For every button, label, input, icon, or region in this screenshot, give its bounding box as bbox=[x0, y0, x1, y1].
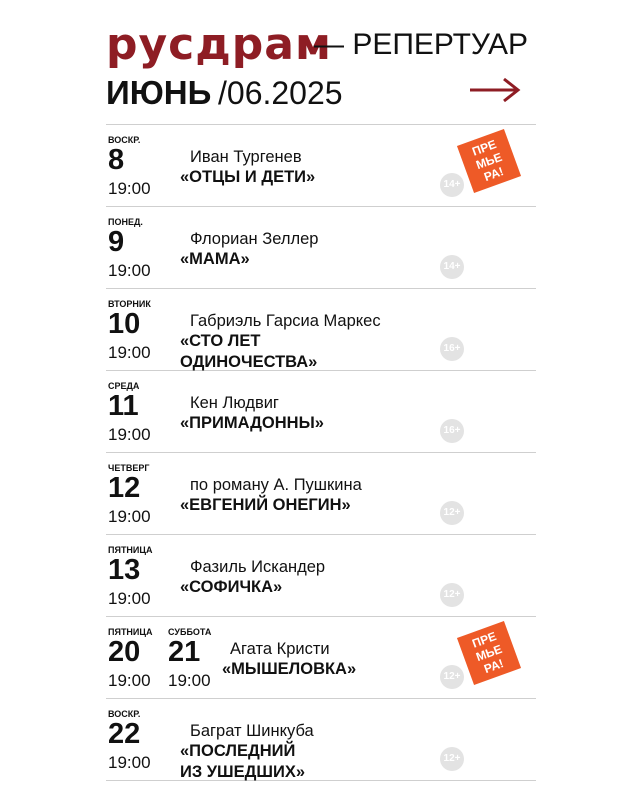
day-number: 8 bbox=[108, 144, 125, 176]
event-row[interactable] bbox=[106, 453, 536, 535]
header bbox=[106, 18, 536, 118]
day-number: 11 bbox=[108, 390, 139, 422]
author: Иван Тургенев bbox=[190, 148, 302, 166]
weekday: ВТОРНИК bbox=[108, 299, 151, 309]
show-time: 19:00 bbox=[108, 589, 151, 608]
show-time: 19:00 bbox=[108, 425, 151, 444]
author: Фазиль Искандер bbox=[190, 558, 326, 576]
age-rating-badge: 12+ bbox=[440, 583, 464, 607]
play-title: «СТО ЛЕТ ОДИНОЧЕСТВА» bbox=[180, 332, 318, 371]
show-time: 19:00 bbox=[108, 671, 151, 690]
weekday: СУББОТА bbox=[168, 627, 212, 637]
date-label: /06.2025 bbox=[218, 75, 343, 111]
play-title: «МАМА» bbox=[180, 250, 250, 268]
author: Кен Людвиг bbox=[190, 394, 279, 412]
event-row[interactable] bbox=[106, 535, 536, 617]
premiere-badge: ПРЕ МЬЕ РА! bbox=[457, 621, 521, 685]
event-row[interactable] bbox=[106, 371, 536, 453]
age-rating-badge: 14+ bbox=[440, 255, 464, 279]
show-time: 19:00 bbox=[108, 261, 151, 280]
arrow-right-icon[interactable] bbox=[468, 75, 522, 105]
play-title: «МЫШЕЛОВКА» bbox=[222, 660, 357, 678]
event-row[interactable] bbox=[106, 289, 536, 371]
age-rating-badge: 12+ bbox=[440, 501, 464, 525]
play-title: «СОФИЧКА» bbox=[180, 578, 283, 596]
day-number: 21 bbox=[168, 636, 201, 668]
weekday: ПЯТНИЦА bbox=[108, 545, 153, 555]
age-rating-badge: 14+ bbox=[440, 173, 464, 197]
age-rating-badge: 16+ bbox=[440, 337, 464, 361]
author: по роману А. Пушкина bbox=[190, 476, 362, 494]
day-number: 9 bbox=[108, 226, 125, 258]
month-label: ИЮНЬ bbox=[106, 74, 212, 111]
show-time: 19:00 bbox=[108, 343, 151, 362]
day-number: 12 bbox=[108, 472, 141, 504]
brand-logo: русдрам bbox=[106, 19, 332, 70]
day-number: 10 bbox=[108, 308, 141, 340]
show-time: 19:00 bbox=[108, 753, 151, 772]
weekday: СРЕДА bbox=[108, 381, 140, 391]
age-rating-badge: 12+ bbox=[440, 665, 464, 689]
play-title: «ОТЦЫ И ДЕТИ» bbox=[180, 168, 316, 186]
author: Агата Кристи bbox=[230, 640, 330, 658]
show-time: 19:00 bbox=[168, 671, 211, 690]
weekday: ПОНЕД. bbox=[108, 217, 143, 227]
weekday: ВОСКР. bbox=[108, 135, 141, 145]
day-number: 13 bbox=[108, 554, 141, 586]
day-number: 22 bbox=[108, 718, 141, 750]
repertoire-list bbox=[106, 124, 536, 781]
page-subtitle: — РЕПЕРТУАР bbox=[314, 28, 528, 61]
event-row[interactable] bbox=[106, 617, 536, 699]
author: Габриэль Гарсиа Маркес bbox=[190, 312, 381, 330]
event-row[interactable] bbox=[106, 699, 536, 781]
author: Баграт Шинкуба bbox=[190, 722, 314, 740]
play-title: «ЕВГЕНИЙ ОНЕГИН» bbox=[180, 496, 351, 514]
weekday: ПЯТНИЦА bbox=[108, 627, 153, 637]
event-row[interactable] bbox=[106, 207, 536, 289]
event-row[interactable] bbox=[106, 125, 536, 207]
age-rating-badge: 12+ bbox=[440, 747, 464, 771]
play-title: «ПОСЛЕДНИЙ ИЗ УШЕДШИХ» bbox=[180, 742, 306, 781]
show-time: 19:00 bbox=[108, 507, 151, 526]
show-time: 19:00 bbox=[108, 179, 151, 198]
weekday: ЧЕТВЕРГ bbox=[108, 463, 150, 473]
day-number: 20 bbox=[108, 636, 141, 668]
premiere-badge: ПРЕ МЬЕ РА! bbox=[457, 129, 521, 193]
author: Флориан Зеллер bbox=[190, 230, 319, 248]
weekday: ВОСКР. bbox=[108, 709, 141, 719]
play-title: «ПРИМАДОННЫ» bbox=[180, 414, 324, 432]
age-rating-badge: 16+ bbox=[440, 419, 464, 443]
